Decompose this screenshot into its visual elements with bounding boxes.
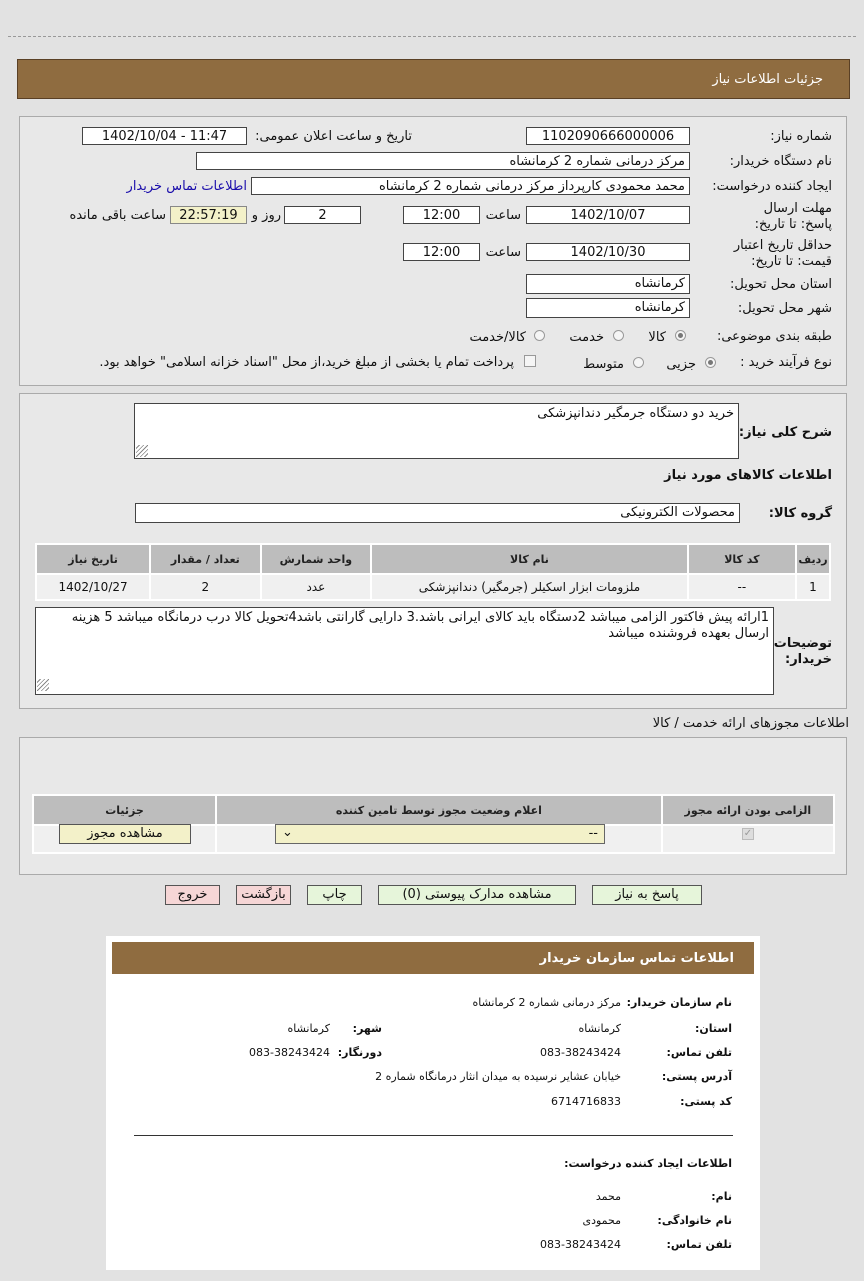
need-number-label: شماره نیاز: [770,129,832,144]
summary-textarea[interactable] [134,403,739,459]
col-details: جزئیات [33,795,216,825]
days-field: 2 [284,206,361,224]
deadline-date-field: 1402/10/07 [526,206,690,224]
cell-goods-name: ملزومات ابزار اسکیلر (جرمگیر) دندانپزشکی [371,574,688,600]
radio-service-label: خدمت [569,330,604,345]
announce-label: تاریخ و ساعت اعلان عمومی: [255,129,412,144]
buyer-contact-card [106,936,760,1270]
contact-divider [134,1135,733,1136]
radio-medium[interactable] [633,357,644,368]
buyer-org-label: نام دستگاه خریدار: [729,154,832,169]
goods-info-title: اطلاعات کالاهای مورد نیاز [664,468,832,483]
table-row [36,574,830,600]
province-label: استان محل تحویل: [730,277,832,292]
page-header [17,59,850,99]
goods-group-label: گروه کالا: [768,506,832,521]
contact-card-header [112,942,754,974]
cell-unit: عدد [261,574,372,600]
col-permit-required: الزامی بودن ارائه مجوز [662,795,834,825]
cell-goods-code: -- [688,574,796,600]
contact-fax-label: دورنگار: [337,1046,382,1059]
exit-button[interactable]: خروج [165,885,220,905]
creator-phone: 083-38243424 [540,1238,621,1251]
buyer-contact-link[interactable]: اطلاعات تماس خریدار [126,179,247,194]
city-label: شهر محل تحویل: [737,301,832,316]
radio-goods-service[interactable] [534,330,545,341]
goods-table-header [36,544,830,574]
resize-grip-icon[interactable] [136,445,148,457]
goods-group-field: محصولات الکترونیکی [135,503,740,523]
contact-city: کرمانشاه [287,1022,330,1035]
radio-goods-label: کالا [648,330,666,345]
summary-label: شرح کلی نیاز: [738,425,832,440]
contact-province-label: استان: [695,1022,732,1035]
permit-status-select[interactable] [275,824,605,844]
cell-need-date: 1402/10/27 [36,574,150,600]
creator-info-title: اطلاعات ایجاد کننده درخواست: [564,1157,732,1170]
contact-org-label: نام سازمان خریدار: [626,996,732,1009]
creator-field: محمد محمودی کارپرداز مرکز درمانی شماره 2 کرمانشاه [251,177,690,195]
notes-textarea[interactable] [35,607,774,695]
contact-address-label: آدرس پستی: [661,1070,732,1083]
remaining-label: ساعت باقی مانده [69,208,166,223]
remaining-time-field: 22:57:19 [170,206,247,224]
validity-time-field: 12:00 [403,243,480,261]
reply-button[interactable]: پاسخ به نیاز [592,885,702,905]
category-label: طبقه بندی موضوعی: [716,329,832,344]
contact-fax: 083-38243424 [249,1046,330,1059]
contact-province: کرمانشاه [578,1022,621,1035]
radio-partial-label: جزیی [666,357,696,372]
col-goods-code: کد کالا [688,544,796,574]
contact-phone: 083-38243424 [540,1046,621,1059]
permits-title: اطلاعات مجوزهای ارائه خدمت / کالا [652,716,849,731]
goods-table [35,543,831,601]
permit-required-checkbox: ✓ [743,828,753,839]
radio-partial[interactable] [705,357,716,368]
validity-date-field: 1402/10/30 [526,243,690,261]
creator-phone-label: تلفن تماس: [666,1238,732,1251]
radio-medium-label: متوسط [583,357,624,372]
permit-status-value: -- [588,826,598,841]
contact-postal-label: کد پستی: [680,1095,732,1108]
col-row: ردیف [796,544,830,574]
creator-name: محمد [595,1190,621,1203]
resize-grip-icon[interactable] [37,679,49,691]
notes-label: توضیحات خریدار: [773,636,832,667]
contact-city-label: شهر: [352,1022,382,1035]
creator-name-label: نام: [711,1190,732,1203]
creator-label: ایجاد کننده درخواست: [712,179,832,194]
radio-goods[interactable] [675,330,686,341]
page-title: جزئیات اطلاعات نیاز [712,72,823,87]
city-field: کرمانشاه [526,298,690,318]
contact-card-title: اطلاعات تماس سازمان خریدار [539,951,734,966]
col-goods-name: نام کالا [371,544,688,574]
deadline-time-label: ساعت [485,208,521,223]
col-permit-status: اعلام وضعیت مجوز توسط تامین کننده [216,795,662,825]
cell-row: 1 [796,574,830,600]
contact-postal: 6714716833 [551,1095,621,1108]
need-number-field: 1102090666000006 [526,127,690,145]
notes-text: 1ارائه پیش فاکتور الزامی میباشد 2دستگاه باید کالای ایرانی باشد.3 دارایی گارانتی باشد4تحویل کالا درب درمانگاه میباشد 5 هزینه ارسال بعهده فروشنده میباشد [71,610,769,641]
col-unit: واحد شمارش [261,544,372,574]
validity-label: حداقل تاریخ اعتبار قیمت: تا تاریخ: [733,238,832,269]
radio-service[interactable] [613,330,624,341]
col-need-date: تاریخ نیاز [36,544,150,574]
attachments-button[interactable]: مشاهده مدارک پیوستی (0) [378,885,576,905]
creator-family: محمودی [582,1214,621,1227]
print-button[interactable]: چاپ [307,885,362,905]
days-label: روز و [251,208,281,223]
creator-family-label: نام خانوادگی: [657,1214,732,1227]
buyer-org-field: مرکز درمانی شماره 2 کرمانشاه [196,152,690,170]
top-divider [8,36,856,37]
deadline-label: مهلت ارسال پاسخ: تا تاریخ: [754,201,832,232]
permits-table-header [33,795,834,825]
contact-address: خیابان عشایر نرسیده به میدان انثار درمانگاه شماره 2 [375,1070,621,1083]
contact-phone-label: تلفن تماس: [666,1046,732,1059]
treasury-checkbox[interactable] [524,355,536,367]
treasury-label: پرداخت تمام یا بخشی از مبلغ خرید،از محل "اسناد خزانه اسلامی" خواهد بود. [99,355,514,370]
process-label: نوع فرآیند خرید : [740,355,832,370]
deadline-time-field: 12:00 [403,206,480,224]
cell-quantity: 2 [150,574,260,600]
validity-time-label: ساعت [485,245,521,260]
announce-field: 1402/10/04 - 11:47 [82,127,247,145]
radio-goods-service-label: کالا/خدمت [469,330,526,345]
contact-org: مرکز درمانی شماره 2 کرمانشاه [472,996,621,1009]
view-permit-button[interactable]: مشاهده مجوز [59,824,191,844]
back-button[interactable]: بازگشت [236,885,291,905]
chevron-down-icon: ⌄ [282,825,293,840]
summary-text: خرید دو دستگاه جرمگیر دندانپزشکی [537,406,734,421]
province-field: کرمانشاه [526,274,690,294]
col-quantity: تعداد / مقدار [150,544,260,574]
